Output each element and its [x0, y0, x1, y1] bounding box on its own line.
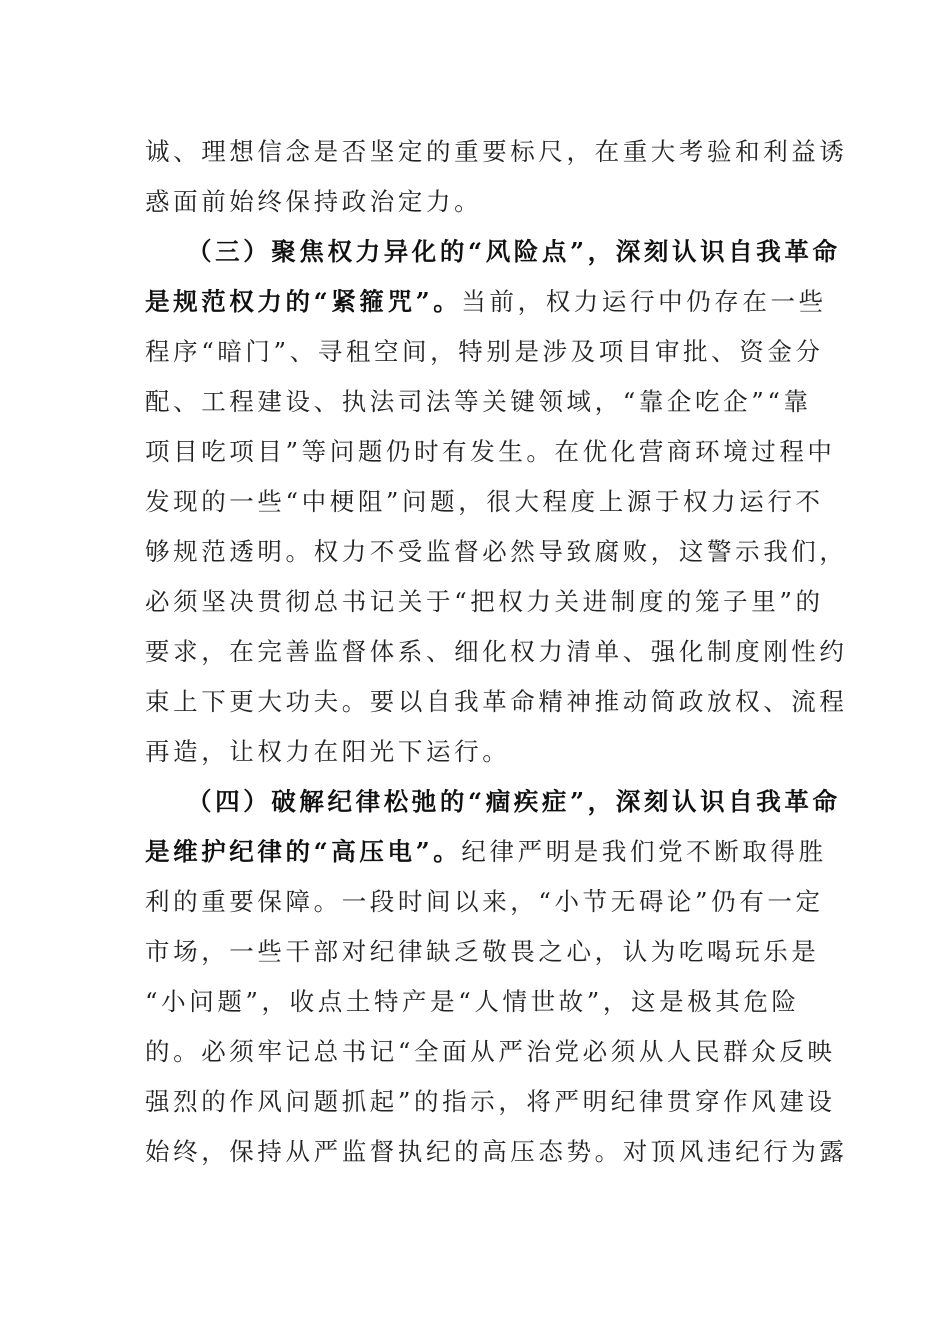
text-run: “小问题”，收点土特产是“人情世故”，这是极其危险	[145, 987, 800, 1016]
text-line	[145, 682, 848, 722]
text-run: 的。必须牢记总书记“全面从严治党必须从人民群众反映	[145, 1037, 836, 1066]
text-run: 诚、理想信念是否坚定的重要标尺，在重大考验和利益诱	[145, 137, 848, 166]
text-run: 惑面前始终保持政治定力。	[145, 187, 483, 216]
text-line	[145, 632, 848, 672]
text-run: 纪律严明是我们党不断取得胜	[461, 837, 827, 866]
text-run: 利的重要保障。一段时间以来，“小节无碍论”仍有一定	[145, 887, 824, 916]
text-line	[145, 132, 848, 172]
text-line	[145, 832, 827, 872]
text-line	[145, 1132, 848, 1172]
text-run: 当前，权力运行中仍存在一些	[461, 287, 827, 316]
text-run: 市场，一些干部对纪律缺乏敬畏之心，认为吃喝玩乐是	[145, 937, 820, 966]
text-line	[145, 432, 836, 472]
text-line	[145, 532, 848, 572]
text-line	[145, 582, 824, 622]
text-run: 必须坚决贯彻总书记关于“把权力关进制度的笼子里”的	[145, 587, 824, 616]
text-line	[145, 382, 810, 422]
text-run: 要求，在完善监督体系、细化权力清单、强化制度刚性约	[145, 637, 848, 666]
text-line	[145, 1082, 836, 1122]
text-run: 再造，让权力在阳光下运行。	[145, 737, 511, 766]
text-run: 束上下更大功夫。要以自我革命精神推动简政放权、流程	[145, 687, 848, 716]
text-run: 发现的一些“中梗阻”问题，很大程度上源于权力运行不	[145, 487, 824, 516]
section-heading-4	[187, 782, 841, 822]
text-run: 程序“暗门”、寻租空间，特别是涉及项目审批、资金分	[145, 337, 824, 366]
text-run: 强烈的作风问题抓起”的指示，将严明纪律贯穿作风建设	[145, 1087, 836, 1116]
text-line	[145, 182, 810, 222]
text-line	[145, 282, 827, 322]
text-run: 够规范透明。权力不受监督必然导致腐败，这警示我们，	[145, 537, 848, 566]
text-line	[145, 982, 810, 1022]
heading-text: 是规范权力的“紧箍咒”。	[145, 287, 462, 316]
heading-text: 是维护纪律的“高压电”。	[145, 837, 462, 866]
text-line	[145, 932, 820, 972]
text-run: 项目吃项目”等问题仍时有发生。在优化营商环境过程中	[145, 437, 836, 466]
text-line	[145, 882, 824, 922]
heading-text: （三）聚焦权力异化的“风险点”，深刻认识自我革命	[187, 237, 841, 266]
text-line	[145, 732, 810, 772]
text-run: 配、工程建设、执法司法等关键领域，“靠企吃企”“靠	[145, 387, 812, 416]
section-heading-3	[187, 232, 841, 272]
text-line	[145, 1032, 836, 1072]
text-run: 始终，保持从严监督执纪的高压态势。对顶风违纪行为露	[145, 1137, 848, 1166]
text-line	[145, 332, 824, 372]
heading-text: （四）破解纪律松弛的“痼疾症”，深刻认识自我革命	[187, 787, 841, 816]
text-line	[145, 482, 824, 522]
